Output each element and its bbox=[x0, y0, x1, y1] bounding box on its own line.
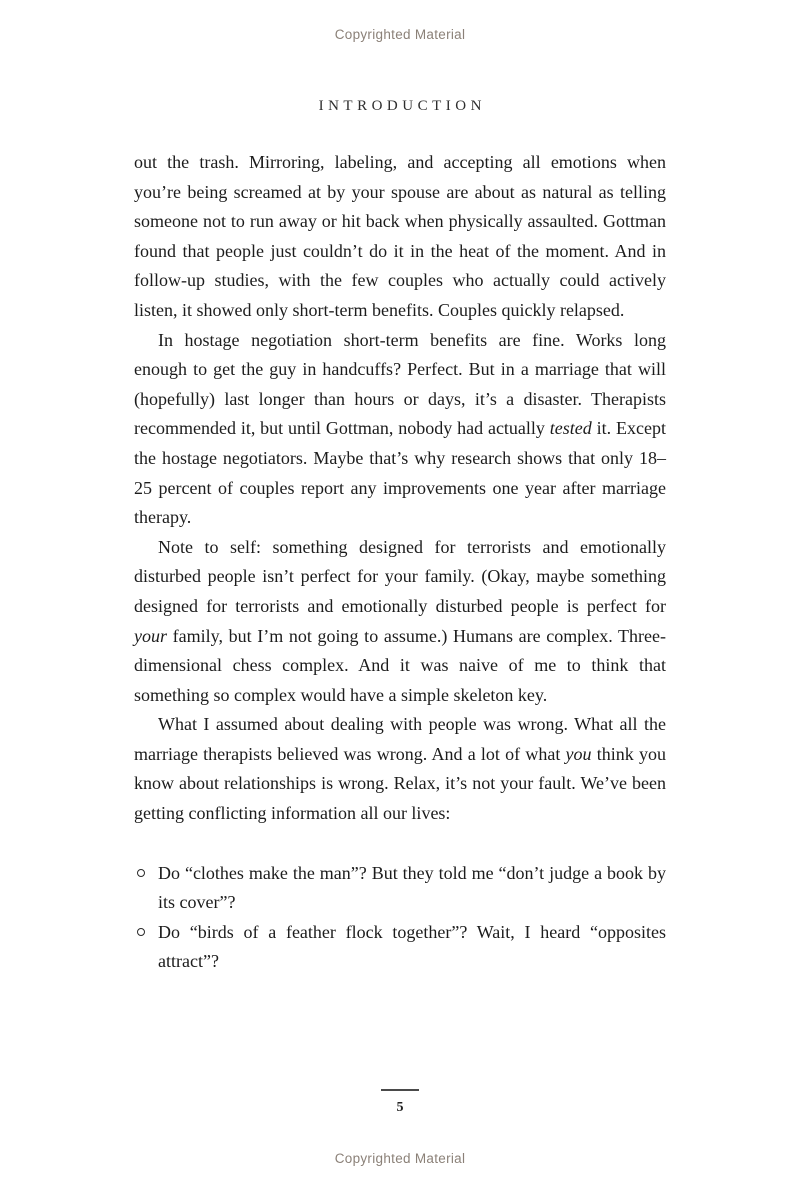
text-run: Note to self: something designed for terrorists and emotionally disturbed people isn’t perfect for your family. (Okay, maybe something designed for terrorists and emotionally disturbed people is perfect for bbox=[134, 536, 666, 616]
bullet-text bbox=[158, 863, 666, 913]
body-text bbox=[134, 148, 666, 977]
circle-bullet-icon bbox=[137, 869, 145, 877]
text-run: In hostage negotiation short-term benefits are fine. Works long enough to get the guy in handcuffs? Perfect. But in a marriage that will (hopefully) last longer than hours or days, it’s a disaster. Therapists recommended it, but until Gottman, nobody had actually bbox=[134, 329, 666, 439]
text-run: it. Except the hostage negotiators. Maybe that’s why research shows that only 18–25 percent of couples report any improvements one year after marriage therapy. bbox=[134, 418, 666, 528]
text-run: What I assumed about dealing with people was wrong. What all the marriage therapists believed was wrong. And a lot of what bbox=[134, 714, 666, 764]
paragraph bbox=[134, 148, 666, 326]
text-run: think you know about relationships is wrong. Relax, it’s not your fault. We’ve been getting conflicting information all our lives: bbox=[134, 743, 666, 824]
paragraph bbox=[134, 326, 666, 533]
paragraph bbox=[134, 710, 666, 828]
section-divider bbox=[381, 1089, 419, 1091]
list-item bbox=[134, 859, 666, 918]
italic-text-run: your bbox=[134, 625, 167, 646]
copyright-notice-top: Copyrighted Material bbox=[334, 27, 466, 42]
italic-text-run: you bbox=[565, 743, 592, 764]
list-item bbox=[134, 918, 666, 977]
bullet-list bbox=[134, 859, 666, 977]
text-run: out the trash. Mirroring, labeling, and accepting all emotions when you’re being screamed at by your spouse are about as natural as telling someone not to run away or hit back when physically assaulted. Gottman found that people just couldn’t do it in the heat of the moment. And in follow-up studies, with the few couples who actually could actively listen, it showed only short-term benefits. Couples quickly relapsed. bbox=[134, 152, 666, 320]
italic-text-run: tested bbox=[549, 418, 592, 439]
text-run: Do “birds of a feather flock together”? Wait, I heard “opposites attract”? bbox=[158, 921, 666, 972]
chapter-header: INTRODUCTION bbox=[318, 98, 486, 114]
copyright-notice-bottom: Copyrighted Material bbox=[334, 1151, 466, 1166]
circle-bullet-icon bbox=[137, 928, 145, 936]
paragraph bbox=[134, 533, 666, 711]
text-run: family, but I’m not going to assume.) Humans are complex. Three-dimensional chess complex. And it was naive of me to think that something so complex would have a simple skeleton key. bbox=[134, 625, 666, 705]
page-number: 5 bbox=[396, 1100, 404, 1115]
text-run: Do “clothes make the man”? But they told me “don’t judge a book by its cover”? bbox=[158, 862, 666, 913]
bullet-text bbox=[158, 922, 666, 972]
